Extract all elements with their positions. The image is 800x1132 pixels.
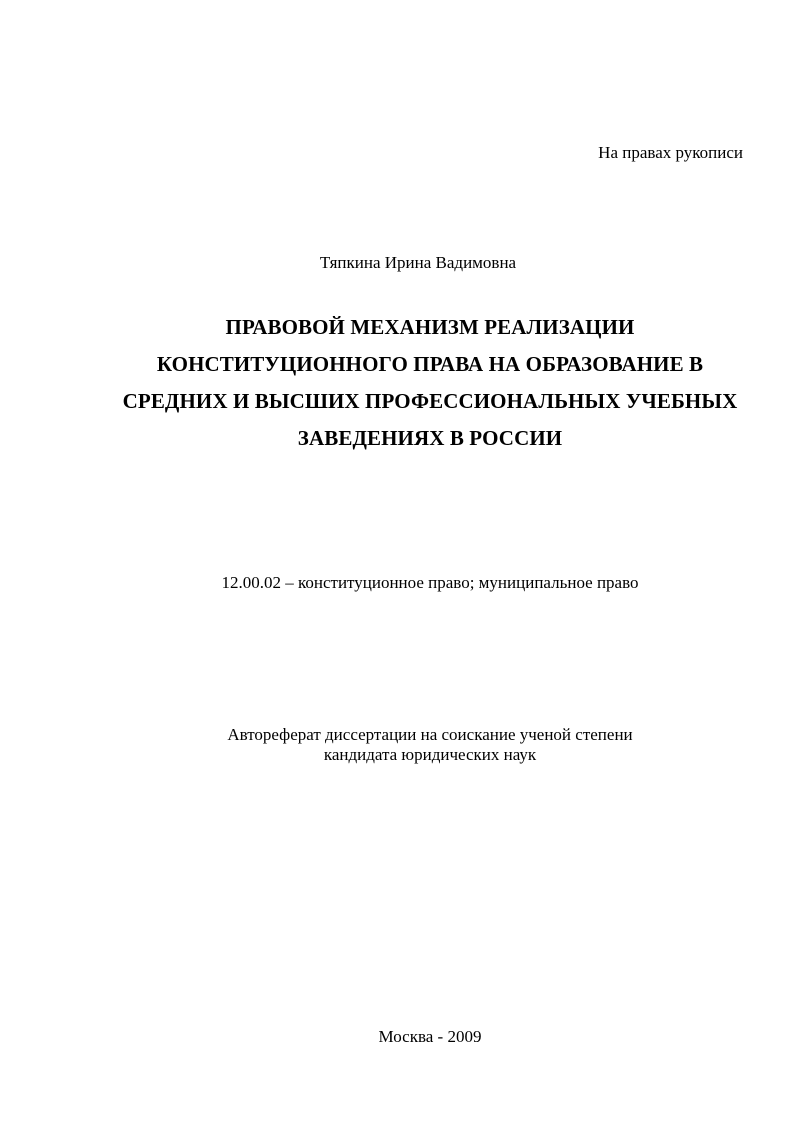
degree-line: кандидата юридических наук [323,745,537,764]
title-line: СРЕДНИХ И ВЫСШИХ ПРОФЕССИОНАЛЬНЫХ УЧЕБНЫХ [122,389,738,413]
author-name: Тяпкина Ирина Вадимовна [319,253,517,272]
specialty-code: 12.00.02 – конституционное право; муниципальное право [221,573,639,592]
title-line: ПРАВОВОЙ МЕХАНИЗМ РЕАЛИЗАЦИИ [225,315,635,339]
rights-notice: На правах рукописи [598,143,743,162]
place-year: Москва - 2009 [378,1027,482,1046]
title-line: ЗАВЕДЕНИЯХ В РОССИИ [297,426,563,450]
degree-line: Автореферат диссертации на соискание ученой степени [227,725,633,744]
dissertation-title [100,309,760,457]
degree-statement [0,725,800,765]
title-line: КОНСТИТУЦИОННОГО ПРАВА НА ОБРАЗОВАНИЕ В [156,352,704,376]
